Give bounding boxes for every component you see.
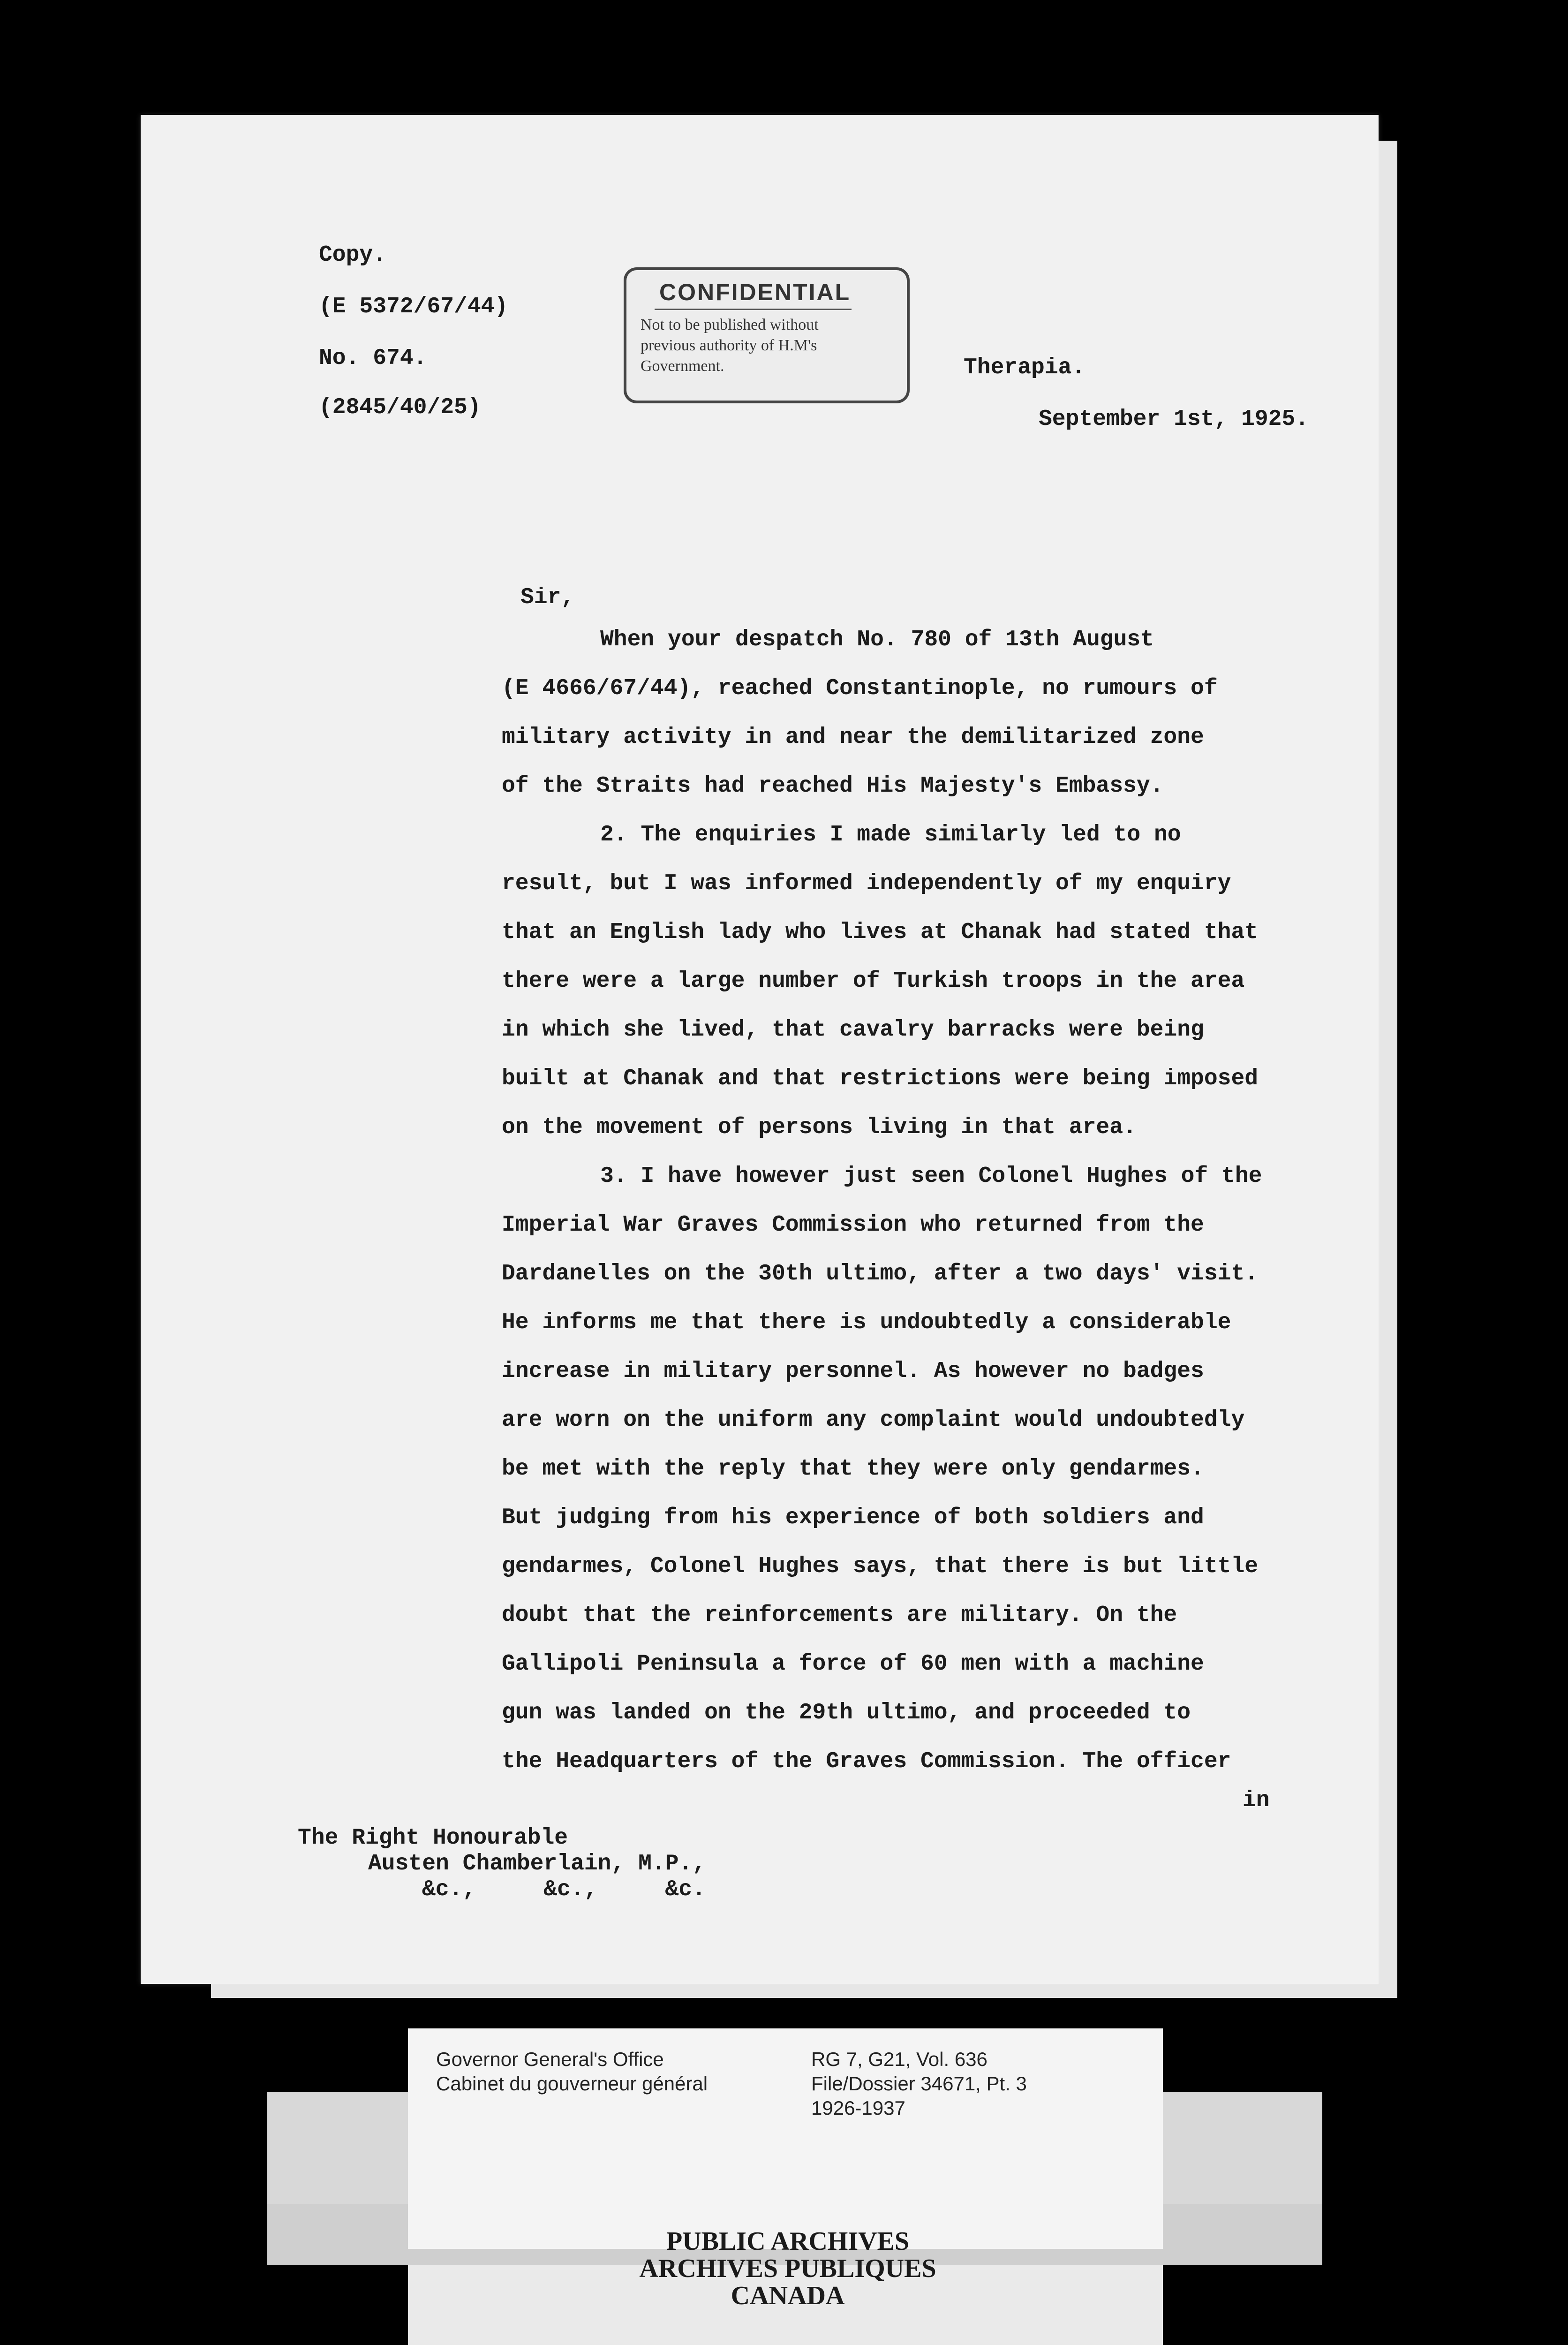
- addressee-line-2: Austen Chamberlain, M.P.,: [368, 1851, 706, 1876]
- body-line: gendarmes, Colonel Hughes says, that there is but little: [502, 1554, 1259, 1579]
- letter-date: September 1st, 1925.: [1039, 407, 1309, 432]
- body-line: increase in military personnel. As however no badges: [502, 1359, 1204, 1384]
- body-line: of the Straits had reached His Majesty's Embassy.: [502, 773, 1164, 799]
- body-line: Gallipoli Peninsula a force of 60 men with a machine: [502, 1651, 1204, 1677]
- stamp-divider: [655, 309, 852, 310]
- body-line: in which she lived, that cavalry barracks were being: [502, 1017, 1204, 1043]
- confidential-stamp: [624, 267, 910, 403]
- stamp-text: Not to be published without previous authority of H.M's Government.: [641, 316, 819, 375]
- addressee-line-1: The Right Honourable: [298, 1825, 568, 1851]
- archive-reference-card: [408, 2028, 1163, 2249]
- letter-body: [502, 628, 1327, 1773]
- body-line: gun was landed on the 29th ultimo, and proceeded to: [502, 1700, 1191, 1725]
- addressee-line-3: &c., &c., &c.: [422, 1877, 706, 1902]
- body-line: When your despatch No. 780 of 13th August: [600, 627, 1154, 652]
- body-line: built at Chanak and that restrictions were being imposed: [502, 1066, 1259, 1091]
- catchword: in: [1243, 1788, 1270, 1813]
- body-line: that an English lady who lives at Chanak had stated that: [502, 920, 1259, 945]
- copy-label: Copy.: [319, 242, 387, 268]
- archive-office-name: Governor General's Office Cabinet du gouverneur général: [436, 2048, 708, 2095]
- body-line: the Headquarters of the Graves Commission. The officer: [502, 1749, 1231, 1774]
- body-line: He informs me that there is undoubtedly a considerable: [502, 1310, 1231, 1335]
- place-of-writing: Therapia.: [964, 355, 1086, 380]
- reference-number-2: (2845/40/25): [319, 395, 481, 420]
- body-line: there were a large number of Turkish troops in the area: [502, 968, 1245, 994]
- body-line: 3. I have however just seen Colonel Hughes of the: [600, 1164, 1262, 1189]
- salutation: Sir,: [520, 585, 575, 610]
- body-line: be met with the reply that they were only gendarmes.: [502, 1456, 1204, 1482]
- archive-file-reference: RG 7, G21, Vol. 636 File/Dossier 34671, Pt. 3 1926-1937: [811, 2048, 1027, 2119]
- reference-number-1: (E 5372/67/44): [319, 294, 508, 319]
- despatch-number: No. 674.: [319, 346, 427, 371]
- body-line: Imperial War Graves Commission who returned from the: [502, 1212, 1204, 1238]
- body-line: But judging from his experience of both soldiers and: [502, 1505, 1204, 1530]
- body-line: military activity in and near the demilitarized zone: [502, 725, 1204, 750]
- stamp-title: CONFIDENTIAL: [659, 279, 851, 305]
- body-line: (E 4666/67/44), reached Constantinople, no rumours of: [502, 676, 1218, 701]
- body-line: doubt that the reinforcements are military. On the: [502, 1603, 1177, 1628]
- body-line: result, but I was informed independently of my enquiry: [502, 871, 1231, 896]
- public-archives-stamp: PUBLIC ARCHIVES ARCHIVES PUBLIQUES CANADA: [639, 2227, 936, 2310]
- body-line: Dardanelles on the 30th ultimo, after a two days' visit.: [502, 1261, 1259, 1286]
- body-line: 2. The enquiries I made similarly led to no: [600, 822, 1181, 847]
- body-line: are worn on the uniform any complaint would undoubtedly: [502, 1407, 1245, 1433]
- body-line: on the movement of persons living in that area.: [502, 1115, 1137, 1140]
